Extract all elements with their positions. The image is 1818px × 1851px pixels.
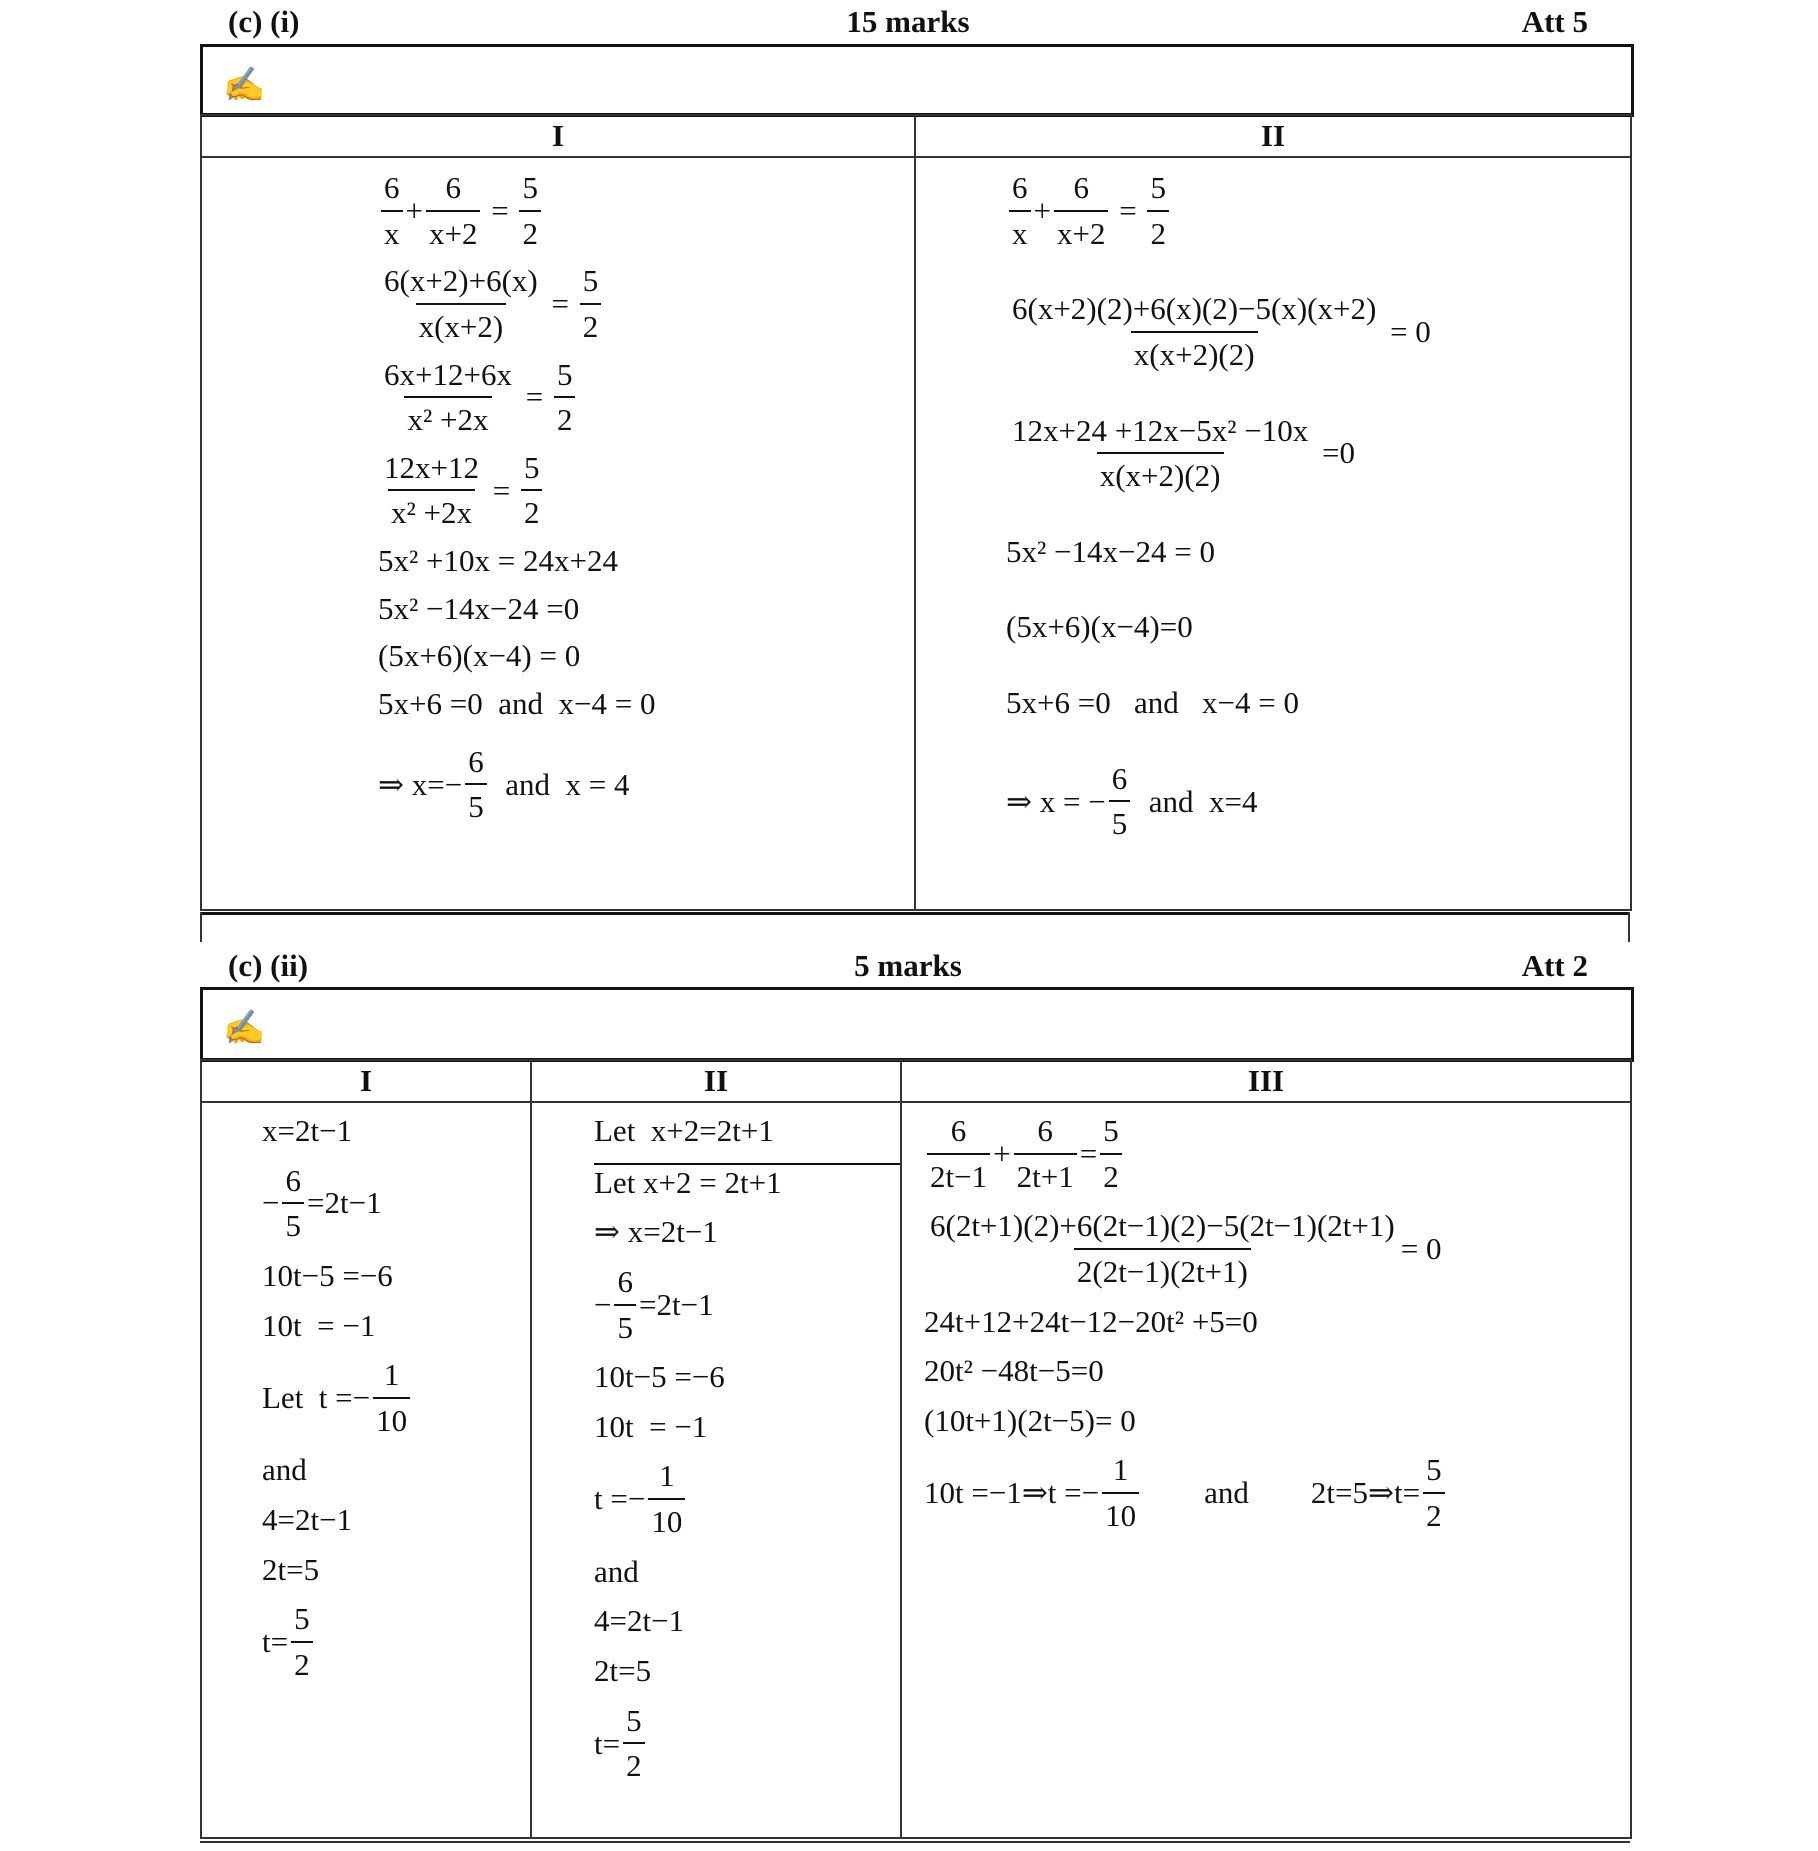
denominator: x+2 xyxy=(426,210,480,252)
numerator: 6x+12+6x xyxy=(384,356,512,392)
expression-text: and 2t=5⇒t= xyxy=(1142,1475,1421,1511)
expression-text: 20t² −48t−5=0 xyxy=(924,1353,1104,1389)
denominator: x xyxy=(1009,210,1031,252)
expression-text: 5x+6 =0 and x−4 = 0 xyxy=(1006,685,1299,721)
fraction xyxy=(282,1163,304,1244)
solution-table-1 xyxy=(200,114,1632,911)
fraction xyxy=(291,1601,313,1682)
solution-step xyxy=(262,1452,530,1488)
denominator: x² +2x xyxy=(388,489,475,531)
note-box xyxy=(200,987,1634,1062)
attempts-label: Att 2 xyxy=(1521,948,1588,983)
part-label: (c) (i) xyxy=(228,4,300,39)
marks-label: 15 marks xyxy=(846,4,970,39)
denominator: 2t−1 xyxy=(927,1153,990,1195)
column-header: III xyxy=(901,1060,1631,1102)
numerator: 5 xyxy=(522,170,538,205)
numerator: 5 xyxy=(582,263,599,299)
section-header xyxy=(228,948,1588,988)
expression-text: = xyxy=(1111,192,1145,228)
expression-text: = xyxy=(517,379,551,415)
expression-text: =2t−1 xyxy=(638,1286,714,1322)
expression-text: = xyxy=(543,286,577,322)
denominator: 2 xyxy=(554,396,576,438)
expression-text: ⇒ x=2t−1 xyxy=(594,1214,718,1250)
solution-step xyxy=(378,543,914,579)
solution-step xyxy=(594,1653,900,1689)
fraction xyxy=(381,263,541,344)
expression-text: 2t=5 xyxy=(262,1551,320,1587)
numerator: 12x+12 xyxy=(384,449,479,485)
solution-step xyxy=(594,1214,900,1250)
expression-text: + xyxy=(405,192,423,228)
writing-hand-icon: ✍ xyxy=(223,1010,266,1047)
numerator: 6 xyxy=(1111,760,1128,796)
denominator: x(x+2) xyxy=(416,303,507,345)
expression-text: = xyxy=(484,472,518,508)
fraction xyxy=(373,1357,410,1438)
fraction xyxy=(614,1264,636,1345)
expression-text: 4=2t−1 xyxy=(594,1603,685,1639)
fraction xyxy=(519,170,541,251)
numerator: 5 xyxy=(1426,1452,1442,1488)
solution-step xyxy=(262,1357,530,1438)
solution-column-ii xyxy=(916,158,1630,842)
expression-text: t =− xyxy=(594,1481,646,1517)
denominator: x(x+2)(2) xyxy=(1097,452,1224,494)
fraction xyxy=(1102,1452,1139,1533)
solution-step xyxy=(262,1308,530,1344)
solution-step xyxy=(262,1601,530,1682)
expression-text: and xyxy=(594,1553,639,1589)
solution-step xyxy=(378,170,914,251)
solution-step xyxy=(1006,291,1630,372)
solution-step xyxy=(1006,413,1630,494)
expression-text: 5x² −14x−24 =0 xyxy=(378,590,580,626)
numerator: 6 xyxy=(384,170,400,205)
expression-text: 5x² +10x = 24x+24 xyxy=(378,543,618,579)
fraction xyxy=(927,1208,1398,1289)
expression-text: 5x² −14x−24 = 0 xyxy=(1006,533,1215,569)
divider xyxy=(200,912,202,942)
expression-text: 24t+12+24t−12−20t² +5=0 xyxy=(924,1303,1258,1339)
denominator: 10 xyxy=(648,1498,685,1540)
attempts-label: Att 5 xyxy=(1521,4,1588,39)
solution-step xyxy=(378,357,914,438)
solution-step xyxy=(594,1703,900,1784)
fraction xyxy=(648,1458,685,1539)
expression-text: 10t−5 =−6 xyxy=(594,1359,725,1395)
note-box xyxy=(200,44,1634,117)
solution-column-ii xyxy=(532,1103,900,1784)
numerator: 5 xyxy=(556,356,573,392)
numerator: 1 xyxy=(659,1458,675,1494)
solution-column-i xyxy=(202,158,914,825)
expression-text: Let x+2 = 2t+1 xyxy=(594,1164,782,1200)
numerator: 6 xyxy=(468,743,484,779)
denominator: 5 xyxy=(465,783,487,825)
fraction xyxy=(554,357,576,438)
solution-step xyxy=(924,1304,1630,1340)
numerator: 6 xyxy=(1012,170,1028,205)
divider xyxy=(1628,912,1630,942)
fraction xyxy=(1009,170,1031,251)
numerator: 5 xyxy=(523,449,540,485)
fraction xyxy=(623,1703,645,1784)
solution-step xyxy=(924,1353,1630,1389)
expression-text: − xyxy=(262,1185,280,1221)
solution-table-2 xyxy=(200,1059,1632,1839)
solution-step xyxy=(594,1113,900,1149)
numerator: 6(2t+1)(2)+6(2t−1)(2)−5(2t−1)(2t+1) xyxy=(930,1208,1395,1244)
fraction xyxy=(1009,413,1311,494)
denominator: 2 xyxy=(1147,210,1169,252)
numerator: 6 xyxy=(285,1162,301,1198)
solution-step xyxy=(378,744,914,825)
solution-step xyxy=(1006,170,1630,251)
solution-step xyxy=(262,1113,530,1149)
fraction xyxy=(1100,1113,1122,1194)
fraction xyxy=(1009,291,1379,372)
fraction xyxy=(1054,170,1108,251)
solution-step xyxy=(1006,609,1630,645)
writing-hand-icon: ✍ xyxy=(223,67,266,104)
solution-step xyxy=(594,1554,900,1590)
fraction xyxy=(381,357,515,438)
fraction xyxy=(426,170,480,251)
denominator: 2 xyxy=(580,303,602,345)
expression-text: 10t =−1⇒t =− xyxy=(924,1475,1100,1511)
denominator: x(x+2)(2) xyxy=(1131,331,1258,373)
numerator: 5 xyxy=(1150,170,1166,205)
numerator: 6 xyxy=(950,1113,967,1148)
expression-text: =0 xyxy=(1314,435,1355,471)
expression-text: 4=2t−1 xyxy=(262,1502,353,1538)
fraction xyxy=(1014,1113,1077,1194)
solution-step xyxy=(378,686,914,722)
solution-step xyxy=(594,1163,900,1201)
denominator: 5 xyxy=(1109,800,1131,842)
expression-text: (10t+1)(2t−5)= 0 xyxy=(924,1402,1136,1438)
solution-step xyxy=(594,1264,900,1345)
numerator: 1 xyxy=(1112,1452,1129,1488)
solution-column-i xyxy=(202,1103,530,1683)
numerator: 1 xyxy=(383,1357,400,1393)
solution-step xyxy=(594,1603,900,1639)
expression-text: 2t=5 xyxy=(594,1653,652,1689)
solution-step xyxy=(378,263,914,344)
fraction xyxy=(465,744,487,825)
denominator: x² +2x xyxy=(404,396,491,438)
solution-step xyxy=(262,1552,530,1588)
expression-text: − xyxy=(594,1286,612,1322)
solution-step xyxy=(1006,761,1630,842)
denominator: 2(2t−1)(2t+1) xyxy=(1074,1248,1251,1290)
expression-text: = xyxy=(483,192,517,228)
denominator: 2t+1 xyxy=(1014,1153,1077,1195)
solution-step xyxy=(262,1163,530,1244)
numerator: 12x+24 +12x−5x² −10x xyxy=(1012,412,1309,448)
fraction xyxy=(1109,761,1131,842)
expression-text: ⇒ x=− xyxy=(378,766,463,802)
solution-step xyxy=(924,1403,1630,1439)
expression-text: 10t−5 =−6 xyxy=(262,1257,393,1293)
solution-step xyxy=(378,591,914,627)
numerator: 6 xyxy=(1037,1113,1053,1148)
marks-label: 5 marks xyxy=(854,948,962,983)
expression-text: 10t = −1 xyxy=(594,1408,708,1444)
fraction xyxy=(521,450,543,531)
expression-text: =2t−1 xyxy=(306,1185,382,1221)
numerator: 6 xyxy=(617,1263,633,1299)
fraction xyxy=(927,1113,990,1194)
solution-step xyxy=(594,1409,900,1445)
denominator: 5 xyxy=(614,1304,636,1346)
denominator: 2 xyxy=(1100,1153,1122,1195)
section-header xyxy=(228,4,1588,44)
numerator: 5 xyxy=(626,1702,642,1738)
divider xyxy=(200,912,1630,915)
denominator: 2 xyxy=(623,1742,645,1784)
solution-step xyxy=(378,638,914,674)
expression-text: = xyxy=(1079,1135,1098,1171)
expression-text: + xyxy=(1033,192,1051,228)
expression-text: 5x+6 =0 and x−4 = 0 xyxy=(378,686,656,722)
part-label: (c) (ii) xyxy=(228,948,309,983)
solution-step xyxy=(924,1208,1630,1289)
numerator: 6 xyxy=(1073,170,1089,205)
solution-step xyxy=(924,1113,1630,1194)
numerator: 6(x+2)(2)+6(x)(2)−5(x)(x+2) xyxy=(1012,291,1377,327)
solution-step xyxy=(1006,534,1630,570)
expression-text: x=2t−1 xyxy=(262,1113,353,1148)
fraction xyxy=(381,450,482,531)
fraction xyxy=(1147,170,1169,251)
fraction xyxy=(381,170,403,251)
solution-step xyxy=(378,450,914,531)
numerator: 5 xyxy=(1103,1113,1119,1148)
solution-step xyxy=(262,1502,530,1538)
expression-text: t= xyxy=(262,1624,289,1660)
expression-text: and xyxy=(262,1452,307,1488)
numerator: 5 xyxy=(294,1601,310,1637)
expression-text: (5x+6)(x−4)=0 xyxy=(1006,609,1193,645)
denominator: 5 xyxy=(282,1202,304,1244)
denominator: 2 xyxy=(519,210,541,252)
column-header: I xyxy=(201,115,915,157)
numerator: 6(x+2)+6(x) xyxy=(384,263,538,299)
expression-text: 10t = −1 xyxy=(262,1307,376,1343)
numerator: 6 xyxy=(445,170,461,205)
denominator: 2 xyxy=(521,489,543,531)
divider xyxy=(200,1841,1630,1843)
expression-text: (5x+6)(x−4) = 0 xyxy=(378,638,581,674)
denominator: 2 xyxy=(1423,1492,1445,1534)
denominator: 2 xyxy=(291,1641,313,1683)
expression-text: Let x+2=2t+1 xyxy=(594,1113,774,1148)
expression-text: and x=4 xyxy=(1133,783,1258,819)
denominator: 10 xyxy=(1102,1492,1139,1534)
denominator: 10 xyxy=(373,1397,410,1439)
denominator: x+2 xyxy=(1054,210,1108,252)
expression-text: + xyxy=(993,1135,1011,1171)
expression-text: ⇒ x = − xyxy=(1006,783,1106,819)
expression-text: and x = 4 xyxy=(489,766,630,802)
expression-text: = 0 xyxy=(1382,314,1431,350)
solution-column-iii xyxy=(902,1103,1630,1534)
solution-step xyxy=(1006,685,1630,721)
column-header: II xyxy=(915,115,1631,157)
solution-step xyxy=(594,1359,900,1395)
fraction xyxy=(580,263,602,344)
denominator: x xyxy=(381,210,403,252)
expression-text: t= xyxy=(594,1725,621,1761)
expression-text: = 0 xyxy=(1400,1231,1442,1267)
solution-step xyxy=(594,1458,900,1539)
expression-text: Let t =− xyxy=(262,1380,371,1416)
column-header: II xyxy=(531,1060,901,1102)
solution-step xyxy=(924,1452,1630,1533)
fraction xyxy=(1423,1452,1445,1533)
solution-step xyxy=(262,1258,530,1294)
column-header: I xyxy=(201,1060,531,1102)
